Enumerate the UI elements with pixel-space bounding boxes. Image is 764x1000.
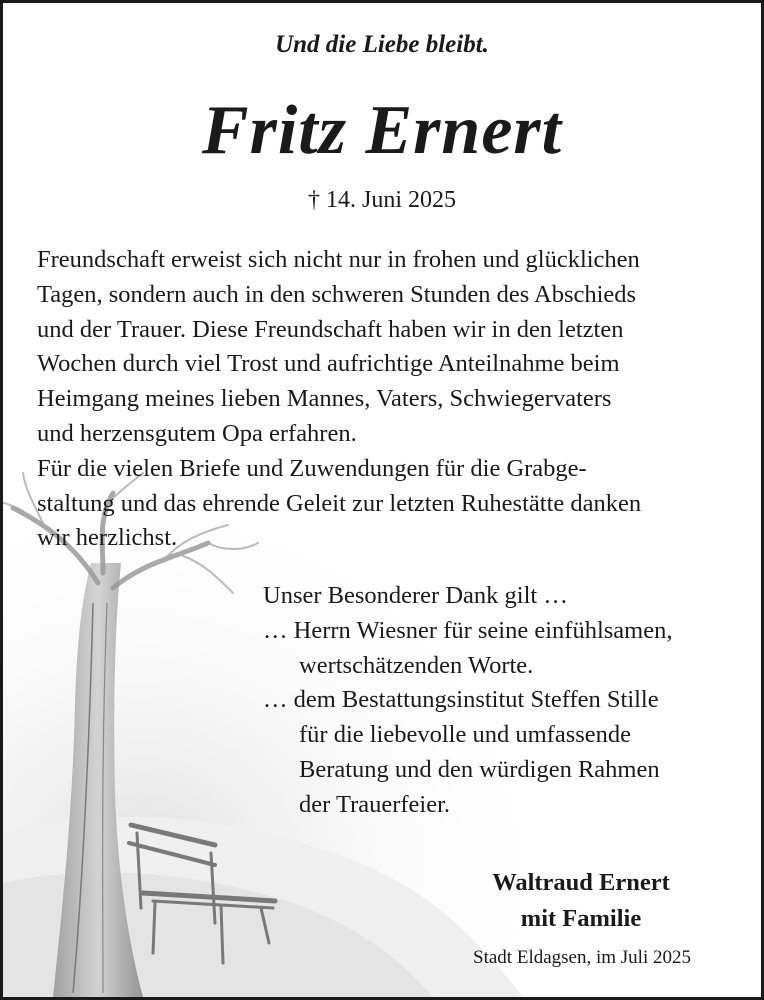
thanks-line: Unser Besonderer Dank gilt …	[263, 582, 568, 609]
body-line: Freundschaft erweist sich nicht nur in frohen und glücklichen	[37, 246, 640, 273]
body-line: Für die vielen Briefe und Zuwendungen für die Grabge-	[37, 454, 587, 482]
body-line: staltung und das ehrende Geleit zur letzten Ruhestätte danken	[37, 489, 642, 517]
thanks-line: … dem Bestattungsinstitut Steffen Stille	[263, 686, 659, 714]
signature-name: Waltraud Ernert	[492, 869, 670, 896]
body-line: Wochen durch viel Trost und aufrichtige Anteilnahme beim	[37, 350, 620, 378]
death-date: † 14. Juni 2025	[307, 187, 456, 213]
body-line: und der Trauer. Diese Freundschaft haben wir in den letzten	[37, 315, 624, 343]
thanks-line: für die liebevolle und umfassende	[299, 721, 632, 749]
body-line: wir herzlichst.	[37, 524, 178, 552]
thanks-line: wertschätzenden Worte.	[299, 651, 534, 679]
motto-heading: Und die Liebe bleibt.	[275, 31, 489, 58]
thanks-line: der Trauerfeier.	[299, 790, 451, 818]
signature-family: mit Familie	[520, 905, 642, 932]
special-thanks	[263, 579, 741, 823]
signature	[455, 865, 707, 937]
body-line: und herzensgutem Opa erfahren.	[37, 419, 357, 447]
body-line: Heimgang meines lieben Mannes, Vaters, Schwiegervaters	[37, 385, 612, 413]
body-line: Tagen, sondern auch in den schweren Stunden des Abschieds	[37, 280, 637, 308]
thanks-line: Beratung und den würdigen Rahmen	[299, 755, 660, 783]
deceased-name: Fritz Ernert	[201, 92, 563, 169]
gratitude-paragraph	[37, 243, 735, 556]
place-date: Stadt Eldagsen, im Juli 2025	[473, 947, 691, 968]
thanks-line: … Herrn Wiesner für seine einfühlsamen,	[263, 616, 673, 644]
